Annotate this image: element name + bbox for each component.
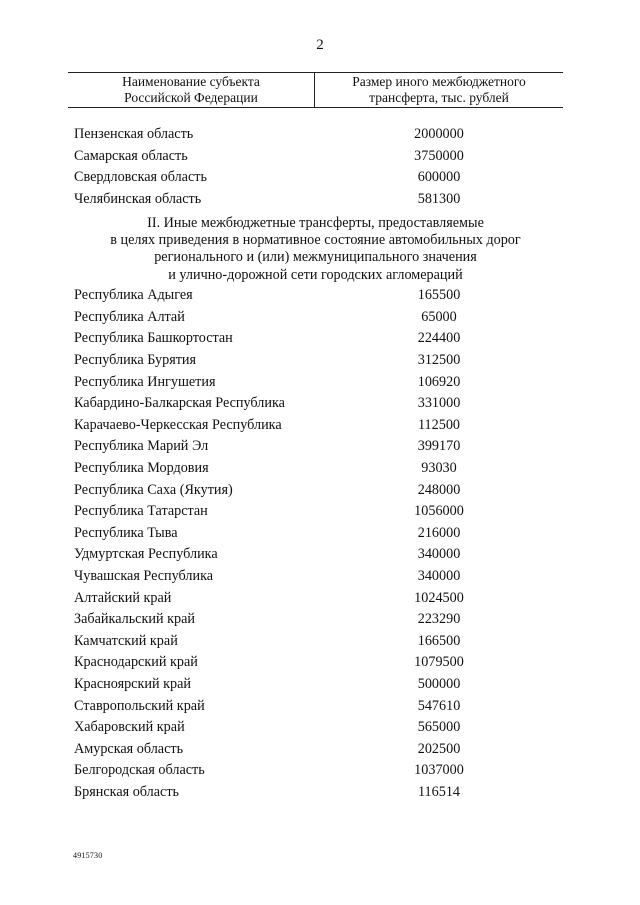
transfer-amount: 312500 (417, 352, 461, 369)
transfer-amount: 223290 (417, 611, 461, 628)
subject-name: Самарская область (74, 147, 188, 164)
subject-name: Республика Тыва (74, 524, 178, 541)
table-row (74, 566, 554, 588)
subject-name: Брянская область (74, 783, 180, 800)
table-row (74, 350, 554, 372)
table-row (74, 436, 554, 458)
transfer-amount: 500000 (417, 675, 461, 692)
table-body-part2 (74, 285, 554, 803)
table-row (74, 738, 554, 760)
subject-name: Амурская область (74, 740, 184, 757)
section-heading (68, 215, 563, 284)
header-amount-column (315, 73, 563, 107)
table-row (74, 695, 554, 717)
page-number: 2 (316, 37, 324, 53)
table-row (74, 674, 554, 696)
subject-name: Кабардино-Балкарская Республика (74, 395, 285, 412)
subject-name: Республика Марий Эл (74, 438, 209, 455)
subject-name: Республика Татарстан (74, 503, 208, 520)
subject-name: Карачаево-Черкесская Республика (74, 416, 282, 433)
transfer-amount: 165500 (417, 287, 461, 304)
subject-name: Белгородская область (74, 762, 205, 779)
table-row (74, 124, 554, 146)
table-row (74, 717, 554, 739)
transfer-amount: 65000 (421, 308, 457, 325)
subject-name: Удмуртская Республика (74, 546, 218, 563)
header-amount-line-2: трансферта, тыс. рублей (369, 90, 509, 105)
table-row (74, 523, 554, 545)
transfer-amount: 216000 (417, 524, 461, 541)
table-row (74, 587, 554, 609)
transfer-amount: 106920 (417, 373, 461, 390)
table-row (74, 328, 554, 350)
header-subject-line-2: Российской Федерации (124, 90, 258, 105)
table-header (68, 72, 563, 108)
transfer-amount: 202500 (417, 740, 461, 757)
subject-name: Хабаровский край (74, 719, 185, 736)
subject-name: Свердловская область (74, 169, 207, 186)
table-row (74, 146, 554, 168)
subject-name: Краснодарский край (74, 654, 198, 671)
section-heading-line-1: II. Иные межбюджетные трансферты, предоставляемые (147, 215, 484, 231)
transfer-amount: 3750000 (414, 147, 464, 164)
transfer-amount: 581300 (417, 191, 461, 208)
transfer-amount: 1079500 (414, 654, 464, 671)
subject-name: Челябинская область (74, 191, 202, 208)
table-row (74, 415, 554, 437)
transfer-amount: 1037000 (414, 762, 464, 779)
transfer-amount: 248000 (417, 481, 461, 498)
subject-name: Республика Башкортостан (74, 330, 233, 347)
transfer-amount: 224400 (417, 330, 461, 347)
section-heading-line-3: регионального и (или) межмуниципального значения (154, 249, 477, 266)
transfer-amount: 112500 (417, 416, 461, 433)
transfer-amount: 166500 (417, 632, 461, 649)
transfer-amount: 399170 (417, 438, 461, 455)
subject-name: Красноярский край (74, 675, 191, 692)
section-heading-line-2: в целях приведения в нормативное состояние автомобильных дорог (110, 232, 521, 249)
subject-name: Алтайский край (74, 589, 172, 606)
table-row (74, 189, 554, 211)
transfer-amount: 340000 (417, 546, 461, 563)
table-row (74, 760, 554, 782)
table-row (74, 307, 554, 329)
transfer-amount: 2000000 (414, 126, 464, 143)
document-code: 4915730 (73, 851, 103, 860)
table-row (74, 631, 554, 653)
transfer-amount: 340000 (417, 568, 461, 585)
subject-name: Ставропольский край (74, 697, 205, 714)
header-subject-line-1: Наименование субъекта (122, 74, 260, 89)
subject-name: Республика Мордовия (74, 460, 209, 477)
subject-name: Камчатский край (74, 632, 178, 649)
subject-name: Республика Саха (Якутия) (74, 481, 233, 498)
transfer-amount: 600000 (417, 169, 461, 186)
table-row (74, 285, 554, 307)
table-row (74, 782, 554, 804)
subject-name: Забайкальский край (74, 611, 195, 628)
table-row (74, 371, 554, 393)
table-row (74, 609, 554, 631)
transfer-amount: 547610 (417, 697, 461, 714)
table-row (74, 479, 554, 501)
subject-name: Республика Бурятия (74, 352, 197, 369)
table-row (74, 167, 554, 189)
table-row (74, 393, 554, 415)
table-row (74, 501, 554, 523)
section-heading-line-4: и улично-дорожной сети городских агломераций (168, 266, 463, 283)
table-body-part1 (74, 124, 554, 210)
transfer-amount: 1056000 (414, 503, 464, 520)
subject-name: Чувашская Республика (74, 568, 214, 585)
subject-name: Республика Алтай (74, 308, 185, 325)
transfer-amount: 116514 (417, 783, 461, 800)
subject-name: Пензенская область (74, 126, 194, 143)
table-row (74, 544, 554, 566)
table-row (74, 652, 554, 674)
subject-name: Республика Адыгея (74, 287, 193, 304)
transfer-amount: 1024500 (414, 589, 464, 606)
transfer-amount: 331000 (417, 395, 461, 412)
transfer-amount: 565000 (417, 719, 461, 736)
table-row (74, 458, 554, 480)
transfer-amount: 93030 (421, 460, 457, 477)
subject-name: Республика Ингушетия (74, 373, 216, 390)
header-subject-column (68, 73, 315, 107)
header-amount-line-1: Размер иного межбюджетного (352, 74, 526, 89)
